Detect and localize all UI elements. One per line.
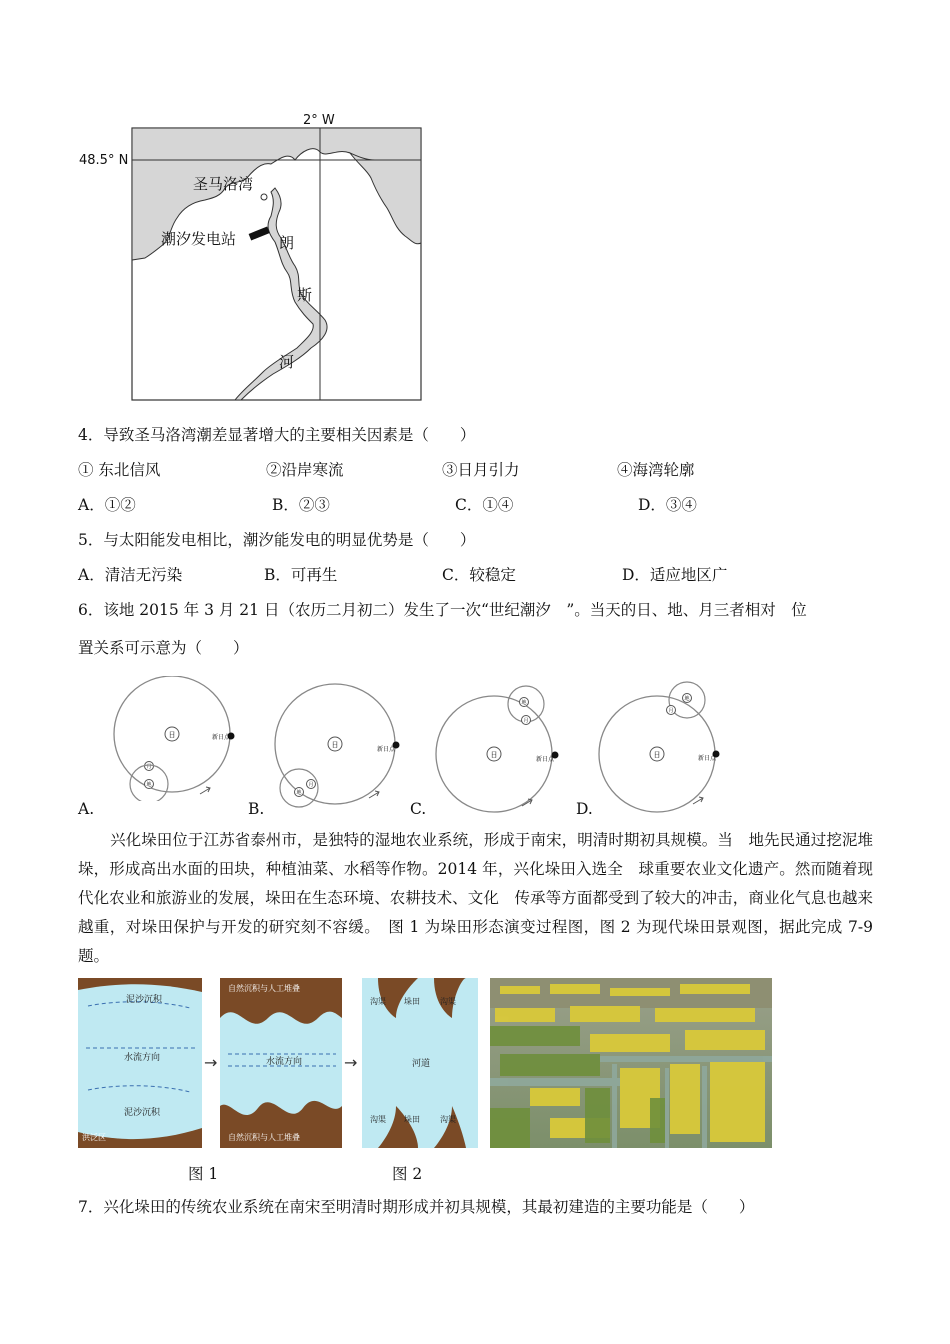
svg-text:沟渠: 沟渠 [370, 1115, 386, 1124]
longitude-label: 2° W [303, 113, 335, 128]
svg-text:月: 月 [523, 718, 529, 724]
svg-text:垛田: 垛田 [404, 997, 420, 1006]
town-marker [261, 194, 267, 200]
reading-passage: 兴化垛田位于江苏省泰州市，是独特的湿地农业系统，形成于南宋，明清时期初具规模。当 地先民通过挖泥堆垛，形成高出水面的田块，种植油菜、水稻等作物。2014 年，兴化垛田入选全 球重要农业文化遗产。然而随着现代化农业和旅游业的发展，垛田在生态环境、农耕技术、文化 传承等方面都受到了较大的冲击，商业化气息也越来越重，对垛田保护与开发的研究刻不容缓。 图 1 为垛田形态演变过程图，图 2 为现代垛田景观图，据此完成 7-9 题。 [78, 831, 873, 965]
figure-2-caption: 图 2 [392, 1165, 423, 1183]
svg-text:地: 地 [684, 696, 690, 702]
orbit-diagram-d[interactable] [595, 680, 740, 815]
svg-text:沟渠: 沟渠 [370, 997, 386, 1006]
orbit-diagram-c[interactable] [430, 680, 575, 815]
svg-text:月: 月 [146, 764, 152, 770]
q5-option-b[interactable]: B．可再生 [264, 566, 338, 584]
q4-factor-1: ① 东北信风 [78, 461, 161, 479]
q4-factor-3: ③日月引力 [442, 461, 520, 479]
svg-text:月: 月 [668, 708, 674, 714]
svg-text:地: 地 [296, 790, 302, 796]
q4-option-d[interactable]: D．③④ [638, 496, 697, 514]
station-label: 潮汐发电站 [161, 230, 237, 248]
svg-text:泥沙沉积: 泥沙沉积 [124, 1108, 161, 1118]
river-char-1: 朗 [279, 234, 295, 252]
diagram-label-b[interactable]: B. [248, 800, 265, 818]
svg-text:新日点: 新日点 [377, 746, 396, 753]
question-7-stem: 7．兴化垛田的传统农业系统在南宋至明清时期形成并初具规模，其最初建造的主要功能是（ ） [78, 1198, 755, 1216]
q5-option-c[interactable]: C．较稳定 [442, 566, 516, 584]
q4-option-c[interactable]: C．①④ [455, 496, 514, 514]
svg-text:沟渠: 沟渠 [440, 1115, 456, 1124]
q5-option-a[interactable]: A．清洁无污染 [78, 566, 183, 584]
svg-text:日: 日 [653, 751, 661, 759]
q4-factor-2: ②沿岸寒流 [266, 461, 344, 479]
orbit-diagram-b[interactable] [265, 680, 410, 810]
svg-text:洪泛区: 洪泛区 [82, 1133, 106, 1142]
river-char-2: 斯 [297, 286, 313, 304]
svg-text:沟渠: 沟渠 [440, 997, 456, 1006]
river-char-3: 河 [279, 353, 295, 371]
svg-text:新日点: 新日点 [698, 755, 717, 762]
svg-text:日: 日 [490, 751, 498, 759]
latitude-label: 48.5° N [79, 153, 129, 168]
q4-option-b[interactable]: B．②③ [272, 496, 330, 514]
q4-option-a[interactable]: A．①② [78, 496, 136, 514]
saint-malo-map [75, 108, 435, 408]
diagram-label-c[interactable]: C. [410, 800, 427, 818]
svg-text:地: 地 [521, 700, 527, 706]
diagram-label-d[interactable]: D. [576, 800, 593, 818]
svg-text:日: 日 [331, 741, 339, 749]
q5-option-d[interactable]: D．适应地区广 [622, 566, 728, 584]
question-4-stem: 4．导致圣马洛湾潮差显著增大的主要相关因素是（ ） [78, 426, 476, 444]
svg-text:垛田: 垛田 [404, 1115, 420, 1124]
svg-text:新日点: 新日点 [212, 734, 231, 741]
svg-text:→: → [204, 1053, 218, 1072]
question-6-stem-line2: 置关系可示意为（ ） [78, 639, 249, 657]
question-5-stem: 5．与太阳能发电相比，潮汐能发电的明显优势是（ ） [78, 531, 476, 549]
figure-2-duotian-photo [490, 978, 772, 1148]
q4-factor-4: ④海湾轮廓 [617, 461, 695, 479]
svg-text:新日点: 新日点 [536, 756, 555, 763]
diagram-label-a[interactable]: A. [78, 800, 95, 818]
svg-text:泥沙沉积: 泥沙沉积 [126, 995, 163, 1005]
figure-1-evolution [78, 978, 478, 1148]
svg-text:月: 月 [308, 782, 314, 788]
svg-text:地: 地 [146, 782, 152, 788]
svg-text:水流方向: 水流方向 [124, 1053, 161, 1063]
question-6-stem-line1: 6．该地 2015 年 3 月 21 日（农历二月初二）发生了一次“世纪潮汐 ”。当天的日、地、月三者相对 位 [78, 601, 807, 619]
bay-label: 圣马洛湾 [193, 175, 254, 193]
svg-text:水流方向: 水流方向 [266, 1057, 303, 1067]
figure-1-caption: 图 1 [188, 1165, 219, 1183]
orbit-diagram-a[interactable] [100, 676, 245, 801]
svg-text:自然沉积与人工堆叠: 自然沉积与人工堆叠 [228, 1133, 300, 1142]
svg-text:自然沉积与人工堆叠: 自然沉积与人工堆叠 [228, 984, 300, 993]
svg-text:河道: 河道 [412, 1059, 431, 1069]
svg-text:→: → [344, 1053, 358, 1072]
svg-text:日: 日 [168, 731, 176, 739]
